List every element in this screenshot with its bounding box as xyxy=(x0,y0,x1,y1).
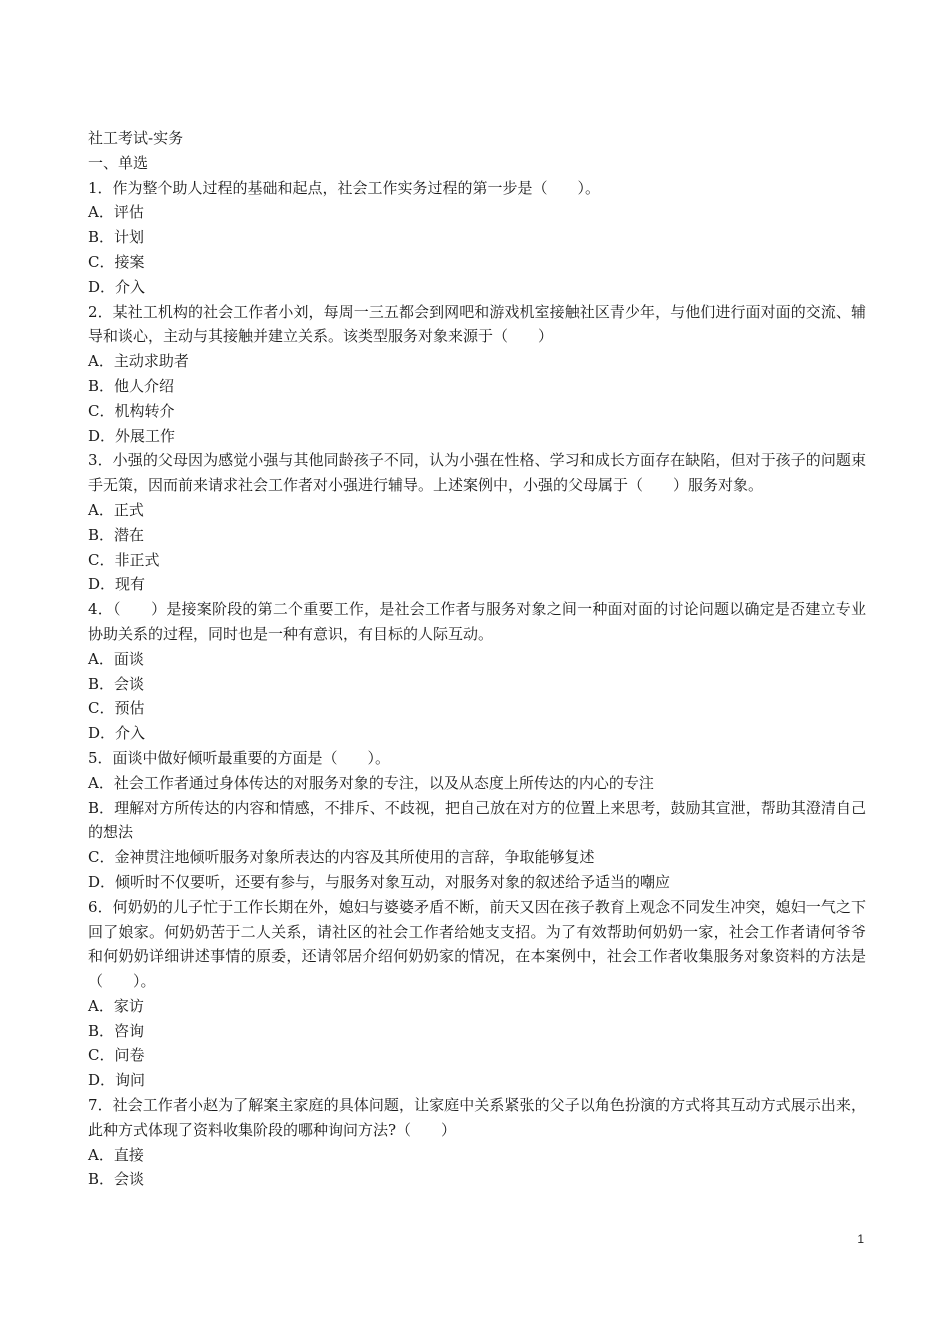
option-d: D．现有 xyxy=(88,575,146,594)
option-d: D．倾听时不仅要听，还要有参与，与服务对象互动，对服务对象的叙述给予适当的嘲应 xyxy=(88,872,671,891)
option-a: A．评估 xyxy=(88,203,144,222)
option-d: D．询问 xyxy=(88,1071,146,1090)
page-number: 1 xyxy=(857,1232,864,1246)
question-stem: 4．（ ）是接案阶段的第二个重要工作，是社会工作者与服务对象之间一种面对面的讨论问题以确定是否建立专业协助关系的过程，同时也是一种有意识，有目标的人际互动。 xyxy=(88,600,866,643)
option-b: B．咨询 xyxy=(88,1021,145,1040)
section-heading: 一、单选 xyxy=(88,153,149,172)
option-a: A．面谈 xyxy=(88,649,144,668)
question-stem: 5．面谈中做好倾听最重要的方面是（ ）。 xyxy=(88,748,391,767)
document-title: 社工考试-实务 xyxy=(88,129,184,147)
option-c: C．机构转介 xyxy=(88,401,175,420)
question-2 xyxy=(88,300,866,449)
option-b: B．会谈 xyxy=(88,674,145,693)
question-stem: 3．小强的父母因为感觉小强与其他同龄孩子不同，认为小强在性格、学习和成长方面存在缺陷，但对于孩子的问题束手无策，因而前来请求社会工作者对小强进行辅导。上述案例中，小强的父母属于（ ）服务对象。 xyxy=(88,451,866,495)
option-a: A．直接 xyxy=(88,1145,144,1164)
option-a: A．主动求助者 xyxy=(88,352,189,371)
option-b: B．计划 xyxy=(88,228,145,247)
option-c: C．问卷 xyxy=(88,1046,145,1065)
option-a: A．正式 xyxy=(88,500,144,519)
option-a: A．家访 xyxy=(88,996,144,1015)
option-a: A．社会工作者通过身体传达的对服务对象的专注，以及从态度上所传达的内心的专注 xyxy=(88,773,654,792)
option-d: D．介入 xyxy=(88,724,146,743)
option-b: B．潜在 xyxy=(88,525,145,544)
question-stem: 1．作为整个助人过程的基础和起点，社会工作实务过程的第一步是（ ）。 xyxy=(88,178,601,197)
option-c: C．金神贯注地倾听服务对象所表达的内容及其所使用的言辞，争取能够复述 xyxy=(88,848,595,867)
option-d: D．外展工作 xyxy=(88,426,176,445)
question-7 xyxy=(88,1093,866,1192)
option-c: C．预估 xyxy=(88,699,145,718)
question-6 xyxy=(88,895,866,1093)
option-d: D．介入 xyxy=(88,277,146,296)
question-4 xyxy=(88,597,866,746)
question-stem: 6．何奶奶的儿子忙于工作长期在外，媳妇与婆婆矛盾不断，前天又因在孩子教育上观念不同发生冲突，媳妇一气之下回了娘家。何奶奶苦于二人关系，请社区的社会工作者给她支支招。为了有效帮助何奶奶一家，社会工作者请何爷爷和何奶奶详细讲述事情的原委，还请邻居介绍何奶奶家的情况，在本案例中，社会工作者收集服务对象资料的方法是（ ）。 xyxy=(88,897,866,991)
option-b: B．理解对方所传达的内容和情感，不排斥、不歧视，把自己放在对方的位置上来思考，鼓励其宣泄，帮助其澄清自己的想法 xyxy=(88,798,866,842)
question-3 xyxy=(88,448,866,597)
option-b: B．会谈 xyxy=(88,1170,145,1189)
question-stem: 7．社会工作者小赵为了解案主家庭的具体问题，让家庭中关系紧张的父子以角色扮演的方式将其互动方式展示出来，此种方式体现了资料收集阶段的哪种询问方法?（ ） xyxy=(88,1096,866,1139)
document-body xyxy=(88,126,866,1192)
option-c: C．非正式 xyxy=(88,550,160,569)
question-stem: 2．某社工机构的社会工作者小刘，每周一三五都会到网吧和游戏机室接触社区青少年，与他们进行面对面的交流、辅导和谈心，主动与其接触并建立关系。该类型服务对象来源于（ ） xyxy=(88,302,866,346)
option-b: B．他人介绍 xyxy=(88,376,175,395)
question-5 xyxy=(88,746,866,895)
question-1 xyxy=(88,176,866,300)
option-c: C．接案 xyxy=(88,252,145,271)
